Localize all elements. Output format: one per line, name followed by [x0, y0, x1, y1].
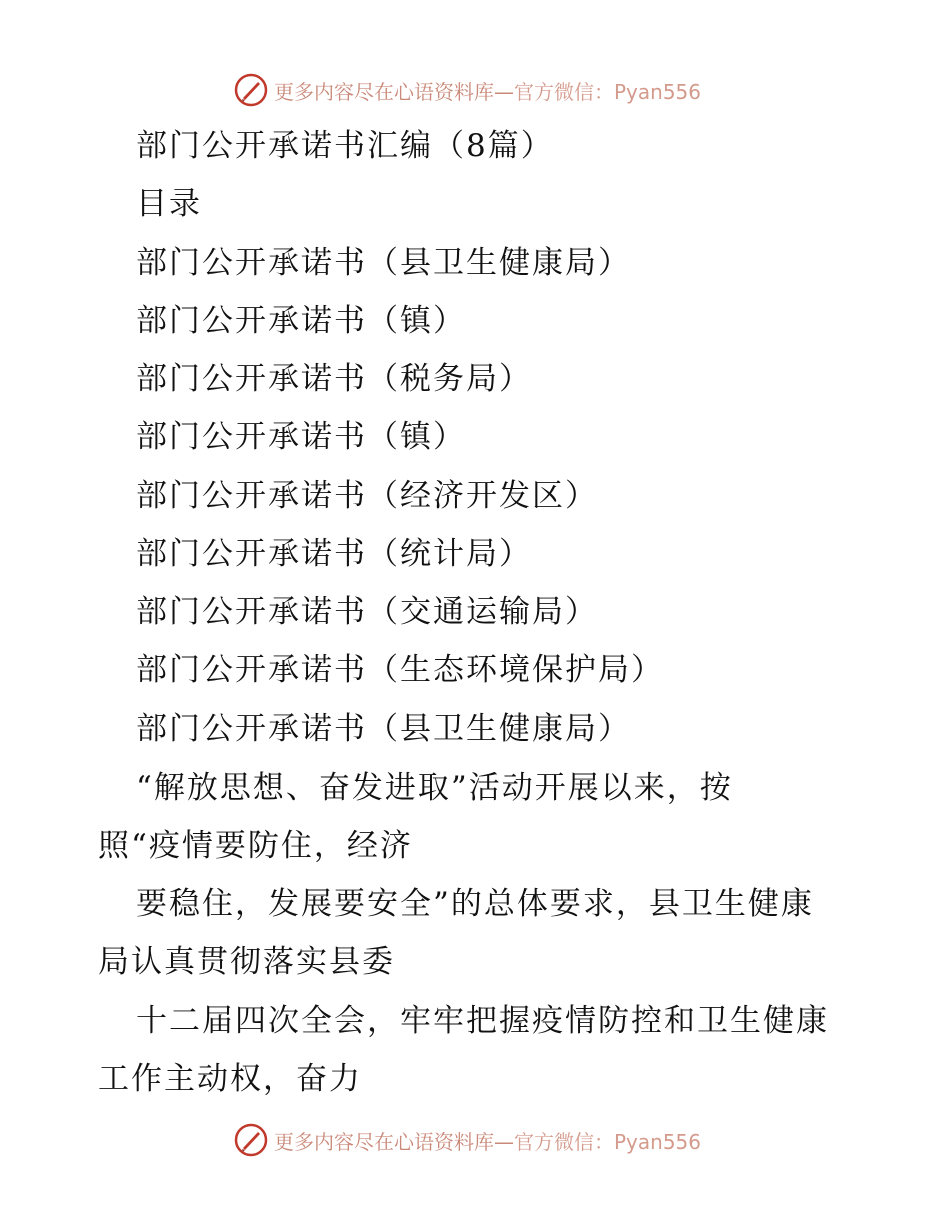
toc-item: 部门公开承诺书（镇） — [136, 419, 466, 455]
toc-item: 部门公开承诺书（县卫生健康局） — [136, 711, 631, 747]
watermark-wechat: 官方微信：Pyan556 — [514, 1129, 702, 1154]
quill-pen-logo-icon — [234, 1123, 268, 1157]
body-paragraph-line: 局认真贯彻落实县委 — [98, 944, 395, 980]
toc-heading: 目录 — [136, 186, 202, 222]
footer-watermark — [234, 1120, 754, 1160]
body-paragraph-line: 工作主动权，奋力 — [98, 1061, 362, 1097]
watermark-text: 更多内容尽在心语资料库— — [274, 79, 514, 104]
body-paragraph-line: 十二届四次全会，牢牢把握疫情防控和卫生健康 — [136, 1003, 829, 1039]
toc-item: 部门公开承诺书（交通运输局） — [136, 594, 598, 630]
toc-item: 部门公开承诺书（县卫生健康局） — [136, 245, 631, 281]
watermark-text: 更多内容尽在心语资料库— — [274, 1129, 514, 1154]
header-watermark — [234, 70, 754, 110]
toc-item: 部门公开承诺书（经济开发区） — [136, 478, 598, 514]
toc-item: 部门公开承诺书（统计局） — [136, 536, 532, 572]
body-paragraph-line: 要稳住，发展要安全”的总体要求，县卫生健康 — [136, 886, 814, 922]
document-title: 部门公开承诺书汇编（8篇） — [136, 128, 554, 164]
quill-pen-logo-icon — [234, 73, 268, 107]
toc-item: 部门公开承诺书（生态环境保护局） — [136, 652, 664, 688]
body-paragraph-line: “解放思想、奋发进取”活动开展以来，按 — [136, 770, 733, 806]
toc-item: 部门公开承诺书（税务局） — [136, 361, 532, 397]
toc-item: 部门公开承诺书（镇） — [136, 303, 466, 339]
watermark-wechat: 官方微信：Pyan556 — [514, 79, 702, 104]
body-paragraph-line: 照“疫情要防住，经济 — [98, 828, 413, 864]
